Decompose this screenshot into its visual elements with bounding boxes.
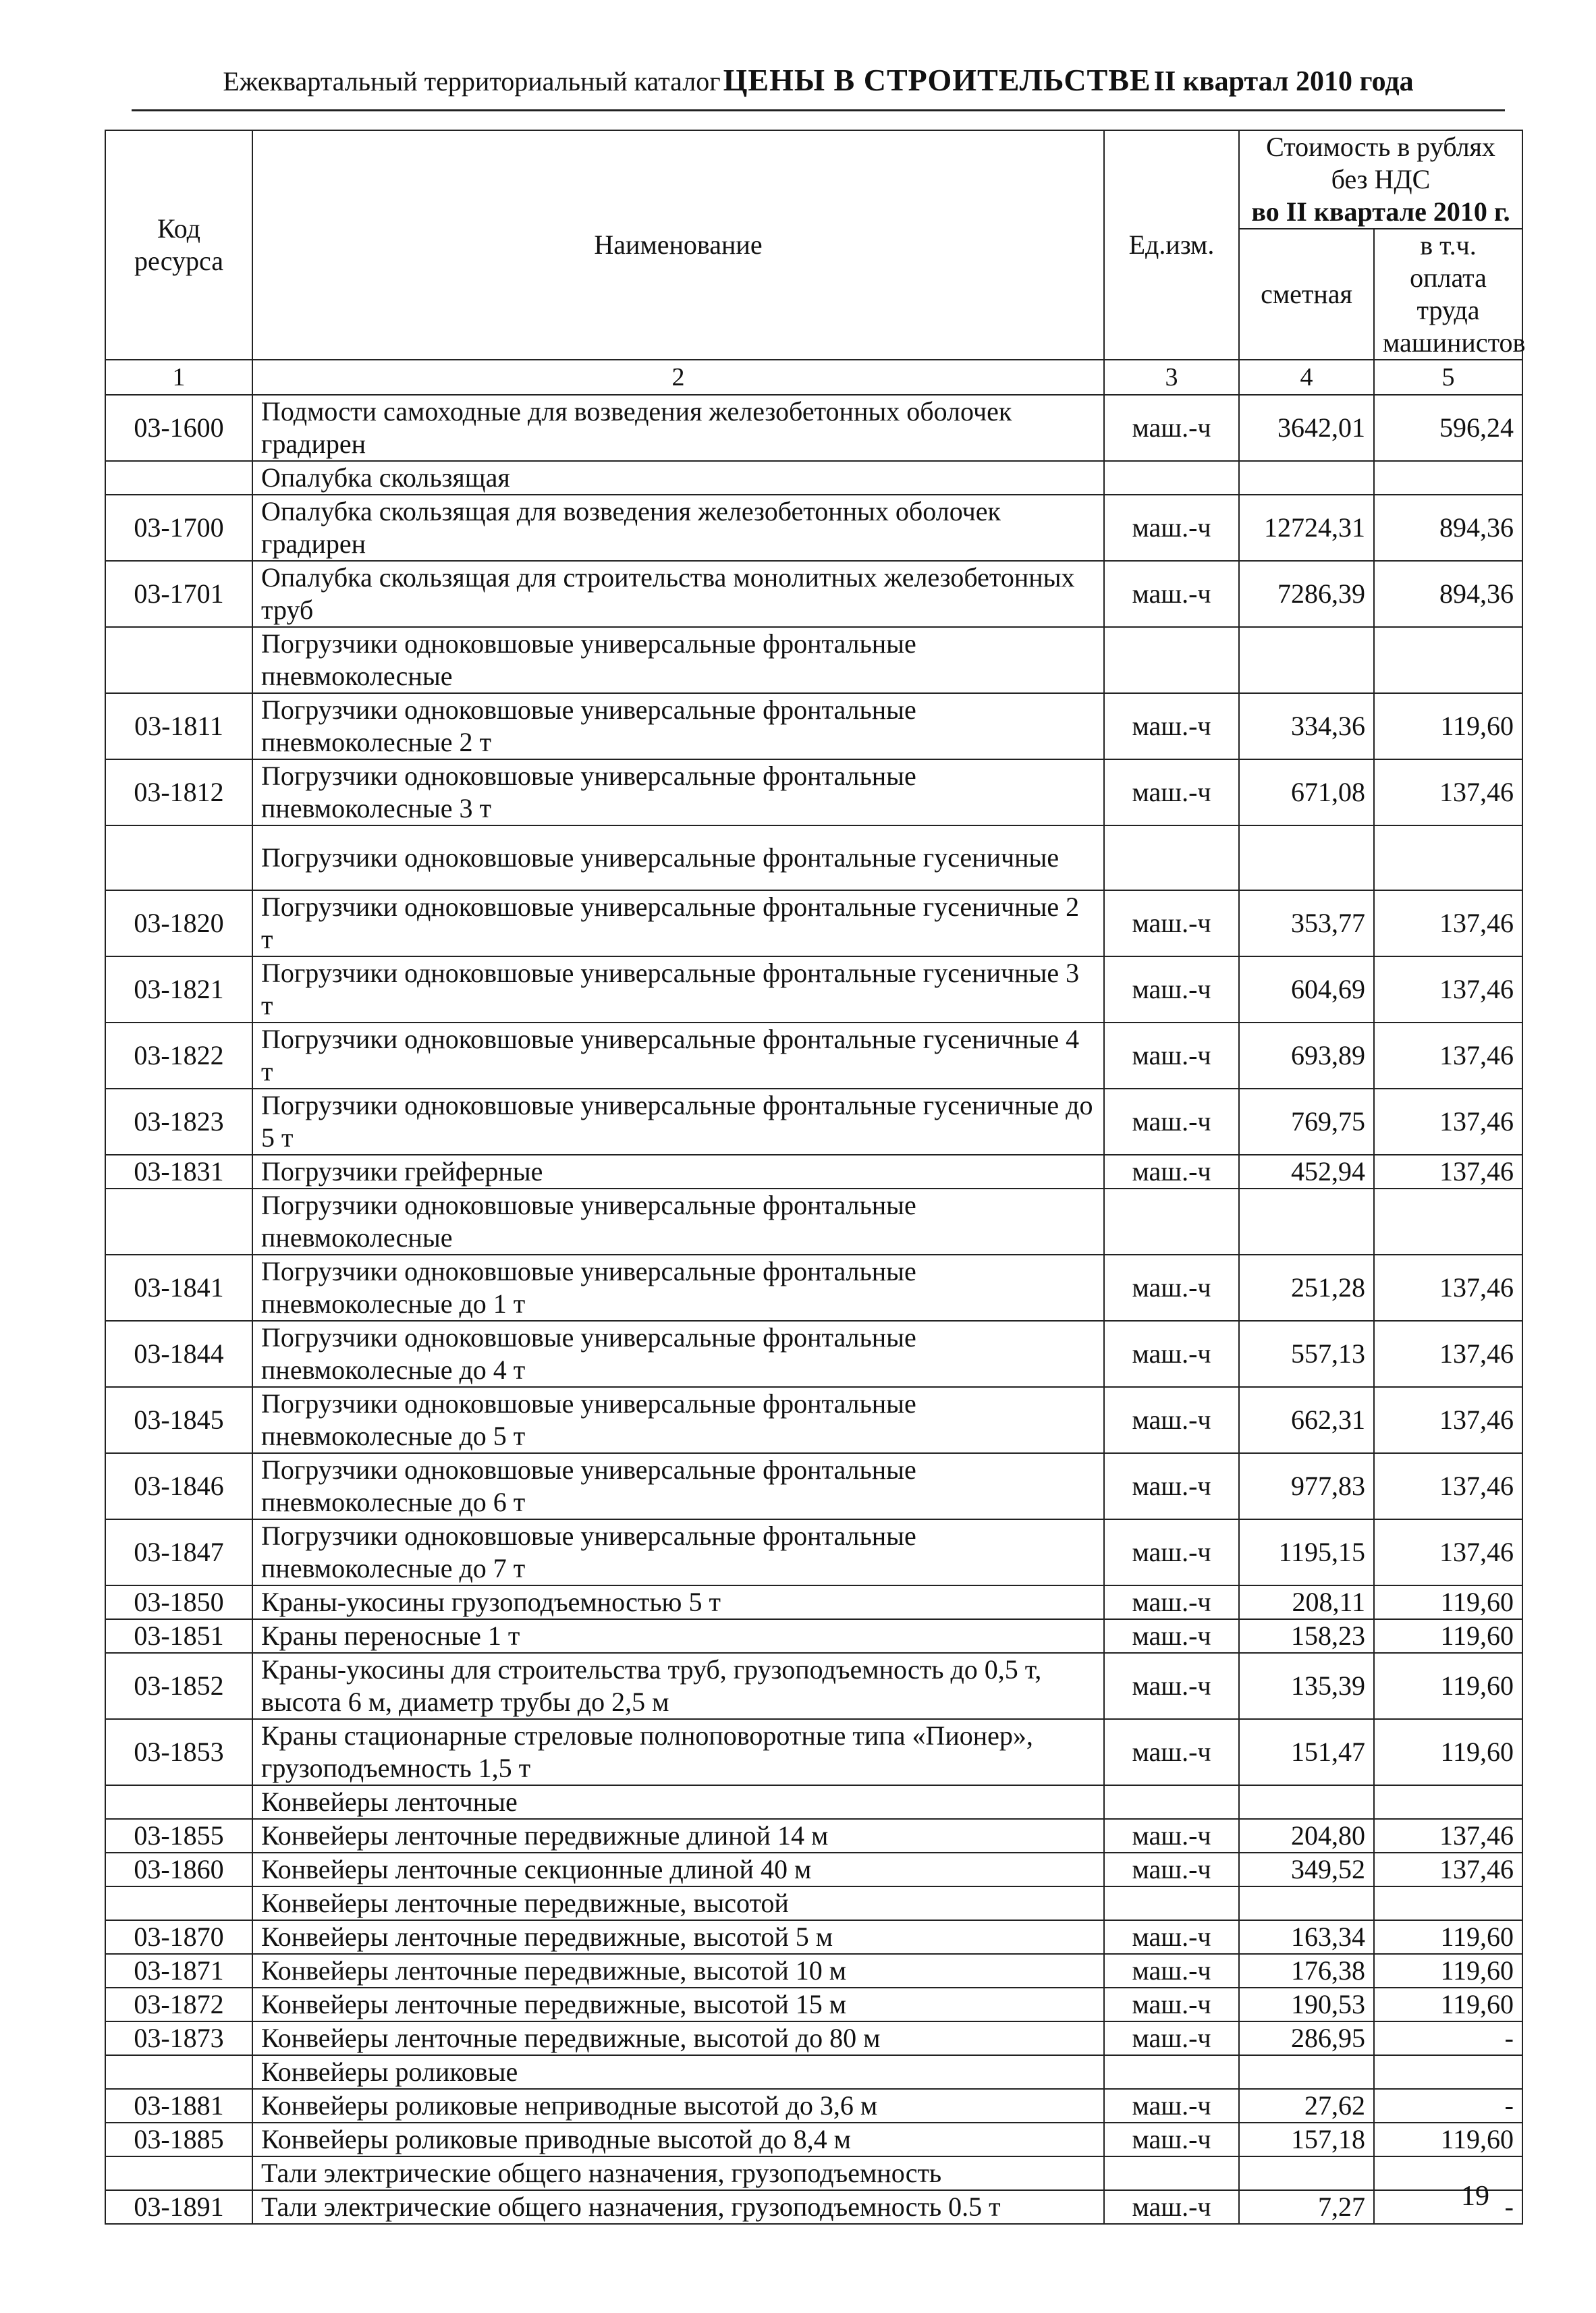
cost-group-label: Стоимость в рублях без НДС (1266, 132, 1495, 194)
labor-cost-cell: 137,46 (1374, 1321, 1522, 1387)
table-row (105, 1719, 1522, 1785)
unit-cell: маш.-ч (1104, 1653, 1239, 1719)
unit-cell: маш.-ч (1104, 1988, 1239, 2021)
table-row (105, 2123, 1522, 2156)
table-row (105, 890, 1522, 956)
labor-cost-cell (1374, 1785, 1522, 1819)
resource-name-cell: Опалубка скользящая (252, 461, 1104, 495)
labor-cost-cell: - (1374, 2089, 1522, 2123)
col-header-code: Код ресурса (105, 130, 252, 360)
labor-cost-cell: 119,60 (1374, 1920, 1522, 1954)
resource-name-cell: Погрузчики одноковшовые универсальные фронтальные пневмоколесные до 4 т (252, 1321, 1104, 1387)
unit-cell: маш.-ч (1104, 1255, 1239, 1321)
estimate-cost-cell: 190,53 (1239, 1988, 1374, 2021)
resource-code-cell (105, 1886, 252, 1920)
resource-name-cell: Конвейеры ленточные (252, 1785, 1104, 1819)
estimate-cost-cell (1239, 1886, 1374, 1920)
page-header (132, 62, 1505, 111)
resource-name-cell: Погрузчики одноковшовые универсальные фронтальные пневмоколесные 3 т (252, 759, 1104, 825)
unit-cell (1104, 1886, 1239, 1920)
estimate-cost-cell: 158,23 (1239, 1619, 1374, 1653)
labor-cost-cell: 119,60 (1374, 693, 1522, 759)
labor-cost-cell: 137,46 (1374, 1255, 1522, 1321)
unit-cell (1104, 627, 1239, 693)
resource-code-cell (105, 2156, 252, 2190)
resource-code-cell: 03-1860 (105, 1853, 252, 1886)
table-row (105, 1619, 1522, 1653)
labor-cost-cell: 119,60 (1374, 1653, 1522, 1719)
resource-code-cell (105, 1785, 252, 1819)
group-header-row (105, 461, 1522, 495)
group-header-row (105, 2156, 1522, 2190)
resource-name-cell: Опалубка скользящая для строительства монолитных железобетонных труб (252, 561, 1104, 627)
resource-name-cell: Краны-укосины грузоподъемностью 5 т (252, 1585, 1104, 1619)
resource-name-cell: Конвейеры ленточные передвижные, высотой 15 м (252, 1988, 1104, 2021)
resource-name-cell: Конвейеры ленточные передвижные, высотой 5 м (252, 1920, 1104, 1954)
labor-cost-cell (1374, 2156, 1522, 2190)
labor-cost-cell: 137,46 (1374, 1853, 1522, 1886)
estimate-cost-cell (1239, 825, 1374, 890)
table-row (105, 2021, 1522, 2055)
estimate-cost-cell (1239, 2055, 1374, 2089)
unit-cell: маш.-ч (1104, 890, 1239, 956)
table-row (105, 1954, 1522, 1988)
labor-cost-cell: 137,46 (1374, 1519, 1522, 1585)
table-row (105, 759, 1522, 825)
estimate-cost-cell: 251,28 (1239, 1255, 1374, 1321)
resource-code-cell: 03-1870 (105, 1920, 252, 1954)
labor-cost-cell: 137,46 (1374, 1453, 1522, 1519)
resource-name-cell: Конвейеры ленточные передвижные длиной 14 м (252, 1819, 1104, 1853)
labor-cost-cell: 137,46 (1374, 1089, 1522, 1155)
resource-name-cell: Конвейеры ленточные передвижные, высотой до 80 м (252, 2021, 1104, 2055)
estimate-cost-cell: 7,27 (1239, 2190, 1374, 2224)
col-number: 5 (1374, 360, 1522, 395)
estimate-cost-cell: 1195,15 (1239, 1519, 1374, 1585)
table-row (105, 1089, 1522, 1155)
resource-name-cell: Погрузчики одноковшовые универсальные фронтальные гусеничные 3 т (252, 956, 1104, 1023)
unit-cell: маш.-ч (1104, 1387, 1239, 1453)
labor-cost-cell: 119,60 (1374, 1954, 1522, 1988)
table-row (105, 495, 1522, 561)
estimate-cost-cell (1239, 2156, 1374, 2190)
table-row (105, 956, 1522, 1023)
group-header-row (105, 1189, 1522, 1255)
labor-cost-cell: 596,24 (1374, 395, 1522, 461)
resource-name-cell: Погрузчики одноковшовые универсальные фронтальные пневмоколесные до 6 т (252, 1453, 1104, 1519)
estimate-cost-cell (1239, 627, 1374, 693)
unit-cell: маш.-ч (1104, 1853, 1239, 1886)
table-row (105, 1920, 1522, 1954)
resource-code-cell (105, 627, 252, 693)
unit-cell (1104, 2156, 1239, 2190)
col-header-estimate: сметная (1239, 229, 1374, 360)
resource-code-cell: 03-1850 (105, 1585, 252, 1619)
estimate-cost-cell: 151,47 (1239, 1719, 1374, 1785)
group-header-row (105, 627, 1522, 693)
unit-cell: маш.-ч (1104, 1954, 1239, 1988)
unit-cell: маш.-ч (1104, 1089, 1239, 1155)
labor-cost-cell: 119,60 (1374, 1585, 1522, 1619)
col-header-name: Наименование (252, 130, 1104, 360)
col-number: 4 (1239, 360, 1374, 395)
estimate-cost-cell: 204,80 (1239, 1819, 1374, 1853)
unit-cell: маш.-ч (1104, 1619, 1239, 1653)
labor-cost-cell: 119,60 (1374, 1988, 1522, 2021)
labor-cost-cell: 137,46 (1374, 1387, 1522, 1453)
resource-name-cell: Конвейеры роликовые неприводные высотой до 3,6 м (252, 2089, 1104, 2123)
table-row (105, 1453, 1522, 1519)
resource-code-cell: 03-1872 (105, 1988, 252, 2021)
group-header-row (105, 1886, 1522, 1920)
resource-name-cell: Краны переносные 1 т (252, 1619, 1104, 1653)
resource-code-cell: 03-1700 (105, 495, 252, 561)
resource-name-cell: Погрузчики одноковшовые универсальные фронтальные пневмоколесные до 1 т (252, 1255, 1104, 1321)
estimate-cost-cell: 977,83 (1239, 1453, 1374, 1519)
labor-cost-cell: 137,46 (1374, 1155, 1522, 1189)
resource-code-cell: 03-1822 (105, 1023, 252, 1089)
resource-code-cell: 03-1853 (105, 1719, 252, 1785)
labor-cost-cell (1374, 2055, 1522, 2089)
table-row (105, 693, 1522, 759)
resource-code-cell: 03-1855 (105, 1819, 252, 1853)
table-row (105, 1853, 1522, 1886)
unit-cell (1104, 825, 1239, 890)
labor-cost-cell: 119,60 (1374, 2123, 1522, 2156)
unit-cell: маш.-ч (1104, 395, 1239, 461)
resource-code-cell: 03-1823 (105, 1089, 252, 1155)
estimate-cost-cell: 163,34 (1239, 1920, 1374, 1954)
estimate-cost-cell: 334,36 (1239, 693, 1374, 759)
table-row (105, 561, 1522, 627)
header-title: ЦЕНЫ В СТРОИТЕЛЬСТВЕ (723, 63, 1151, 97)
resource-code-cell: 03-1885 (105, 2123, 252, 2156)
estimate-cost-cell: 7286,39 (1239, 561, 1374, 627)
unit-cell: маш.-ч (1104, 1920, 1239, 1954)
resource-code-cell: 03-1881 (105, 2089, 252, 2123)
table-row (105, 2089, 1522, 2123)
table-row (105, 2190, 1522, 2224)
estimate-cost-cell: 208,11 (1239, 1585, 1374, 1619)
group-header-row (105, 825, 1522, 890)
estimate-cost-cell: 135,39 (1239, 1653, 1374, 1719)
page-number: 19 (1461, 2181, 1489, 2212)
group-header-row (105, 1785, 1522, 1819)
table-row (105, 1155, 1522, 1189)
resource-code-cell: 03-1701 (105, 561, 252, 627)
resource-name-cell: Тали электрические общего назначения, грузоподъемность (252, 2156, 1104, 2190)
unit-cell (1104, 1189, 1239, 1255)
unit-cell: маш.-ч (1104, 1453, 1239, 1519)
unit-cell: маш.-ч (1104, 1585, 1239, 1619)
table-body (105, 395, 1522, 2224)
header-period: II квартал 2010 года (1153, 66, 1414, 97)
unit-cell: маш.-ч (1104, 2123, 1239, 2156)
labor-cost-cell: 119,60 (1374, 1619, 1522, 1653)
resource-code-cell: 03-1852 (105, 1653, 252, 1719)
estimate-cost-cell: 157,18 (1239, 2123, 1374, 2156)
estimate-cost-cell: 27,62 (1239, 2089, 1374, 2123)
resource-code-cell (105, 825, 252, 890)
labor-cost-cell: 137,46 (1374, 956, 1522, 1023)
resource-name-cell: Тали электрические общего назначения, грузоподъемность 0.5 т (252, 2190, 1104, 2224)
resource-code-cell: 03-1851 (105, 1619, 252, 1653)
resource-code-cell: 03-1844 (105, 1321, 252, 1387)
resource-code-cell: 03-1812 (105, 759, 252, 825)
resource-name-cell: Конвейеры ленточные передвижные, высотой (252, 1886, 1104, 1920)
resource-code-cell: 03-1820 (105, 890, 252, 956)
estimate-cost-cell (1239, 1189, 1374, 1255)
resource-name-cell: Погрузчики одноковшовые универсальные фронтальные гусеничные 4 т (252, 1023, 1104, 1089)
resource-name-cell: Погрузчики одноковшовые универсальные фронтальные гусеничные (252, 825, 1104, 890)
unit-cell: маш.-ч (1104, 2190, 1239, 2224)
unit-cell: маш.-ч (1104, 1819, 1239, 1853)
resource-code-cell (105, 2055, 252, 2089)
unit-cell: маш.-ч (1104, 1519, 1239, 1585)
labor-cost-cell (1374, 461, 1522, 495)
table-row (105, 1519, 1522, 1585)
resource-name-cell: Конвейеры роликовые приводные высотой до 8,4 м (252, 2123, 1104, 2156)
resource-name-cell: Погрузчики одноковшовые универсальные фронтальные пневмоколесные (252, 1189, 1104, 1255)
resource-code-cell: 03-1873 (105, 2021, 252, 2055)
col-number: 1 (105, 360, 252, 395)
unit-cell: маш.-ч (1104, 693, 1239, 759)
labor-cost-cell: 137,46 (1374, 1023, 1522, 1089)
unit-cell: маш.-ч (1104, 956, 1239, 1023)
resource-name-cell: Погрузчики грейферные (252, 1155, 1104, 1189)
resource-code-cell: 03-1811 (105, 693, 252, 759)
col-header-unit: Ед.изм. (1104, 130, 1239, 360)
labor-cost-cell: 894,36 (1374, 561, 1522, 627)
col-number: 3 (1104, 360, 1239, 395)
resource-name-cell: Погрузчики одноковшовые универсальные фронтальные пневмоколесные до 5 т (252, 1387, 1104, 1453)
labor-cost-cell: 137,46 (1374, 1819, 1522, 1853)
labor-cost-cell (1374, 627, 1522, 693)
resource-name-cell: Подмости самоходные для возведения железобетонных оболочек градирен (252, 395, 1104, 461)
unit-cell: маш.-ч (1104, 759, 1239, 825)
resource-code-cell (105, 461, 252, 495)
resource-code-cell: 03-1845 (105, 1387, 252, 1453)
unit-cell: маш.-ч (1104, 2021, 1239, 2055)
labor-cost-cell (1374, 825, 1522, 890)
estimate-cost-cell: 452,94 (1239, 1155, 1374, 1189)
resource-name-cell: Погрузчики одноковшовые универсальные фронтальные пневмоколесные до 7 т (252, 1519, 1104, 1585)
unit-cell (1104, 1785, 1239, 1819)
table-row (105, 1023, 1522, 1089)
estimate-cost-cell (1239, 461, 1374, 495)
estimate-cost-cell: 3642,01 (1239, 395, 1374, 461)
resource-code-cell: 03-1821 (105, 956, 252, 1023)
unit-cell: маш.-ч (1104, 1719, 1239, 1785)
unit-cell: маш.-ч (1104, 2089, 1239, 2123)
table-row (105, 395, 1522, 461)
resource-name-cell: Погрузчики одноковшовые универсальные фронтальные пневмоколесные (252, 627, 1104, 693)
unit-cell: маш.-ч (1104, 495, 1239, 561)
resource-code-cell: 03-1871 (105, 1954, 252, 1988)
resource-code-cell (105, 1189, 252, 1255)
table-row (105, 1988, 1522, 2021)
header-prefix: Ежеквартальный территориальный каталог (223, 66, 721, 97)
estimate-cost-cell: 662,31 (1239, 1387, 1374, 1453)
table-row (105, 1255, 1522, 1321)
unit-cell: маш.-ч (1104, 1155, 1239, 1189)
estimate-cost-cell: 176,38 (1239, 1954, 1374, 1988)
labor-cost-cell (1374, 1189, 1522, 1255)
resource-name-cell: Погрузчики одноковшовые универсальные фронтальные гусеничные 2 т (252, 890, 1104, 956)
resource-name-cell: Погрузчики одноковшовые универсальные фронтальные пневмоколесные 2 т (252, 693, 1104, 759)
resource-code-cell: 03-1841 (105, 1255, 252, 1321)
labor-cost-cell (1374, 1886, 1522, 1920)
resource-code-cell: 03-1846 (105, 1453, 252, 1519)
estimate-cost-cell: 286,95 (1239, 2021, 1374, 2055)
resource-name-cell: Погрузчики одноковшовые универсальные фронтальные гусеничные до 5 т (252, 1089, 1104, 1155)
labor-cost-cell: 137,46 (1374, 759, 1522, 825)
unit-cell (1104, 461, 1239, 495)
estimate-cost-cell: 557,13 (1239, 1321, 1374, 1387)
estimate-cost-cell: 604,69 (1239, 956, 1374, 1023)
table-row (105, 1585, 1522, 1619)
resource-name-cell: Опалубка скользящая для возведения железобетонных оболочек градирен (252, 495, 1104, 561)
resource-name-cell: Краны-укосины для строительства труб, грузоподъемность до 0,5 т, высота 6 м, диаметр трубы до 2,5 м (252, 1653, 1104, 1719)
labor-cost-cell: - (1374, 2021, 1522, 2055)
unit-cell (1104, 2055, 1239, 2089)
table-header (105, 130, 1526, 395)
table-row (105, 1653, 1522, 1719)
unit-cell: маш.-ч (1104, 1321, 1239, 1387)
resource-code-cell: 03-1831 (105, 1155, 252, 1189)
estimate-cost-cell: 353,77 (1239, 890, 1374, 956)
resource-name-cell: Конвейеры ленточные секционные длиной 40 м (252, 1853, 1104, 1886)
price-table (105, 130, 1526, 2225)
resource-name-cell: Краны стационарные стреловые полноповоротные типа «Пионер», грузоподъемность 1,5 т (252, 1719, 1104, 1785)
table-row (105, 1819, 1522, 1853)
cost-group-period: во II квартале 2010 г. (1251, 196, 1510, 227)
unit-cell: маш.-ч (1104, 1023, 1239, 1089)
unit-cell: маш.-ч (1104, 561, 1239, 627)
resource-name-cell: Конвейеры ленточные передвижные, высотой 10 м (252, 1954, 1104, 1988)
resource-name-cell: Конвейеры роликовые (252, 2055, 1104, 2089)
labor-cost-cell: 119,60 (1374, 1719, 1522, 1785)
table-row (105, 1387, 1522, 1453)
labor-cost-cell: 894,36 (1374, 495, 1522, 561)
table-row (105, 1321, 1522, 1387)
col-number: 2 (252, 360, 1104, 395)
resource-code-cell: 03-1847 (105, 1519, 252, 1585)
estimate-cost-cell: 693,89 (1239, 1023, 1374, 1089)
column-number-row (105, 360, 1522, 395)
estimate-cost-cell: 671,08 (1239, 759, 1374, 825)
col-header-cost-group (1239, 130, 1522, 229)
estimate-cost-cell: 12724,31 (1239, 495, 1374, 561)
resource-code-cell: 03-1600 (105, 395, 252, 461)
col-header-labor: в т.ч. оплата труда машинистов (1374, 229, 1522, 360)
estimate-cost-cell: 769,75 (1239, 1089, 1374, 1155)
labor-cost-cell: - (1374, 2190, 1522, 2224)
estimate-cost-cell (1239, 1785, 1374, 1819)
resource-code-cell: 03-1891 (105, 2190, 252, 2224)
group-header-row (105, 2055, 1522, 2089)
labor-cost-cell: 137,46 (1374, 890, 1522, 956)
estimate-cost-cell: 349,52 (1239, 1853, 1374, 1886)
